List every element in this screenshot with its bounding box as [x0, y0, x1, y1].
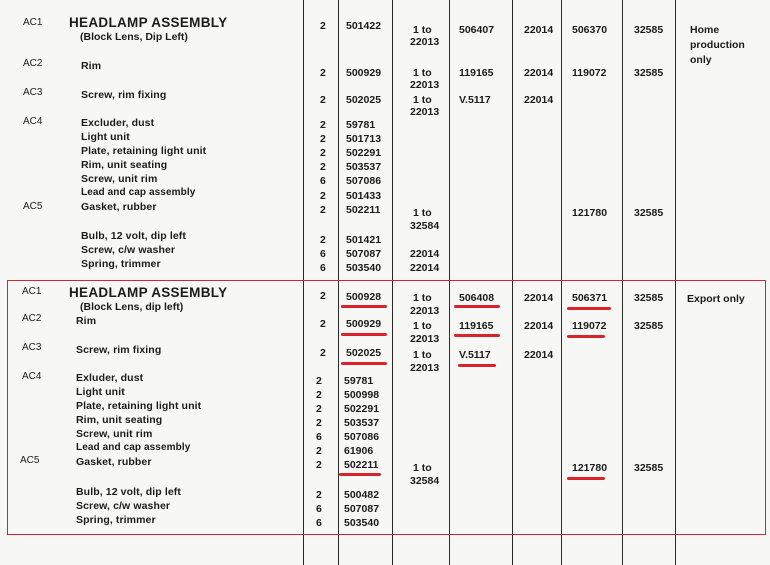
qty: 2 [316, 389, 322, 401]
to-chassis: 22013 [410, 305, 440, 317]
red-underline [567, 477, 605, 480]
remarks: only [690, 54, 712, 66]
part-description: Light unit [81, 131, 130, 143]
assembly-subtitle: (Block Lens, dip left) [80, 301, 184, 313]
ref-ac5: AC5 [20, 455, 40, 466]
red-underline [567, 335, 605, 338]
col6-value: 22014 [524, 24, 554, 36]
part-number: 503540 [344, 517, 380, 529]
qty: 2 [320, 161, 326, 173]
part-number: 502211 [346, 204, 381, 216]
part-number: 507086 [344, 431, 380, 443]
assembly-title: HEADLAMP ASSEMBLY [69, 15, 228, 30]
qty: 2 [320, 147, 326, 159]
red-underline [454, 305, 500, 308]
part-description: Spring, trimmer [76, 514, 156, 526]
part-number: 59781 [344, 375, 374, 387]
ref-ac1: AC1 [22, 286, 42, 297]
qty: 6 [320, 262, 326, 274]
part-description: Gasket, rubber [76, 456, 152, 468]
part-description: Screw, rim fixing [81, 89, 167, 101]
part-description: Gasket, rubber [81, 201, 157, 213]
qty: 6 [320, 175, 326, 187]
col5-value: 119165 [459, 67, 494, 79]
qty: 6 [316, 431, 322, 443]
qty: 2 [320, 290, 326, 302]
remarks: Home [690, 24, 720, 36]
col8-value: 32585 [634, 24, 664, 36]
col8-value: 32585 [634, 67, 664, 79]
part-description: Plate, retaining light unit [81, 145, 207, 157]
remarks: Export only [687, 293, 745, 305]
to-chassis: 22013 [410, 362, 440, 374]
to-chassis: 22013 [410, 36, 440, 48]
col5-value: 506407 [459, 24, 495, 36]
col6-value: 22014 [524, 292, 554, 304]
red-underline [458, 364, 496, 367]
col6-value: 22014 [524, 67, 554, 79]
part-number: 507086 [346, 175, 382, 187]
part-number: 502211 [344, 459, 379, 471]
qty: 2 [316, 445, 322, 457]
assembly-subtitle: (Block Lens, Dip Left) [80, 31, 188, 43]
qty: 2 [320, 190, 326, 202]
part-description: Exluder, dust [76, 372, 144, 384]
qty: 2 [320, 94, 326, 106]
col8-value: 32585 [634, 462, 664, 474]
col6-value: 22014 [524, 94, 554, 106]
part-number: 59781 [346, 119, 376, 131]
part-number: 500929 [346, 67, 382, 79]
from-chassis: 1 to [413, 292, 432, 304]
qty: 2 [320, 67, 326, 79]
qty: 2 [320, 133, 326, 145]
col8-value: 32585 [634, 207, 664, 219]
to-chassis: 22013 [410, 106, 440, 118]
part-number: 502025 [346, 94, 382, 106]
part-description: Excluder, dust [81, 117, 155, 129]
part-number: 500998 [344, 389, 380, 401]
col7-value: 121780 [572, 207, 608, 219]
col7-value: 119072 [572, 320, 607, 332]
col7-value: 506370 [572, 24, 608, 36]
to-chassis: 22013 [410, 333, 440, 345]
col7-value: 506371 [572, 292, 608, 304]
ref-ac1: AC1 [23, 17, 43, 28]
part-description: Screw, c/w washer [76, 500, 171, 512]
part-number: 501422 [346, 20, 382, 32]
qty: 2 [320, 318, 326, 330]
part-number: 501433 [346, 190, 382, 202]
part-number: 501713 [346, 133, 382, 145]
qty: 2 [316, 375, 322, 387]
part-description: Light unit [76, 386, 125, 398]
part-number: 502291 [346, 147, 382, 159]
col8-value: 32585 [634, 320, 664, 332]
red-underline [341, 362, 387, 365]
part-description: Lead and cap assembly [76, 442, 191, 453]
assembly-title: HEADLAMP ASSEMBLY [69, 285, 228, 300]
col5-value: 119165 [459, 320, 494, 332]
to-chassis: 22013 [410, 79, 440, 91]
qty: 2 [316, 459, 322, 471]
col6-value: 22014 [524, 349, 554, 361]
part-description: Spring, trimmer [81, 258, 161, 270]
qty: 2 [316, 417, 322, 429]
col5-value: 506408 [459, 292, 495, 304]
qty: 2 [320, 204, 326, 216]
to-chassis: 32584 [410, 220, 440, 232]
ref-ac4: AC4 [23, 116, 43, 127]
col7-value: 119072 [572, 67, 607, 79]
part-description: Rim [76, 315, 97, 327]
red-underline [567, 307, 611, 310]
col5-value: V.5117 [459, 94, 491, 106]
qty: 2 [320, 119, 326, 131]
qty: 2 [316, 403, 322, 415]
red-underline [341, 305, 387, 308]
part-description: Rim, unit seating [76, 414, 163, 426]
col6-value: 22014 [524, 320, 554, 332]
part-description: Bulb, 12 volt, dip left [76, 486, 181, 498]
part-number: 503537 [344, 417, 380, 429]
part-description: Screw, rim fixing [76, 344, 162, 356]
ref-ac3: AC3 [22, 342, 42, 353]
red-underline [454, 334, 500, 337]
red-underline [339, 473, 381, 476]
from-chassis: 1 to [413, 24, 432, 36]
from-chassis: 1 to [413, 462, 432, 474]
red-underline [341, 333, 387, 336]
part-description: Screw, unit rim [76, 428, 153, 440]
part-number: 507087 [346, 248, 382, 260]
col7-value: 121780 [572, 462, 608, 474]
qty: 6 [320, 248, 326, 260]
from-chassis: 1 to [413, 94, 432, 106]
qty: 2 [316, 489, 322, 501]
part-description: Rim, unit seating [81, 159, 168, 171]
part-number: 503537 [346, 161, 382, 173]
qty: 6 [316, 517, 322, 529]
ref-ac3: AC3 [23, 87, 43, 98]
col8-value: 32585 [634, 292, 664, 304]
qty: 6 [316, 503, 322, 515]
ref-ac2: AC2 [23, 58, 43, 69]
qty: 2 [320, 234, 326, 246]
ref-ac5: AC5 [23, 201, 43, 212]
part-description: Bulb, 12 volt, dip left [81, 230, 186, 242]
remarks: production [690, 39, 745, 51]
part-number: 507087 [344, 503, 380, 515]
from-chassis: 1 to [413, 349, 432, 361]
part-number: 61906 [344, 445, 374, 457]
from-chassis: 22014 [410, 262, 440, 274]
part-description: Lead and cap assembly [81, 187, 196, 198]
part-number: 501421 [346, 234, 382, 246]
part-number: 502025 [346, 347, 382, 359]
from-chassis: 1 to [413, 67, 432, 79]
from-chassis: 1 to [413, 320, 432, 332]
part-description: Screw, unit rim [81, 173, 158, 185]
ref-ac4: AC4 [22, 371, 42, 382]
part-number: 502291 [344, 403, 380, 415]
qty: 2 [320, 347, 326, 359]
part-description: Screw, c/w washer [81, 244, 176, 256]
part-description: Rim [81, 60, 102, 72]
to-chassis: 32584 [410, 475, 440, 487]
part-number: 500482 [344, 489, 380, 501]
col5-value: V.5117 [459, 349, 491, 361]
ref-ac2: AC2 [22, 313, 42, 324]
part-number: 500928 [346, 291, 382, 303]
qty: 2 [320, 20, 326, 32]
part-number: 500929 [346, 318, 382, 330]
part-description: Plate, retaining light unit [76, 400, 202, 412]
from-chassis: 22014 [410, 248, 440, 260]
from-chassis: 1 to [413, 207, 432, 219]
part-number: 503540 [346, 262, 382, 274]
